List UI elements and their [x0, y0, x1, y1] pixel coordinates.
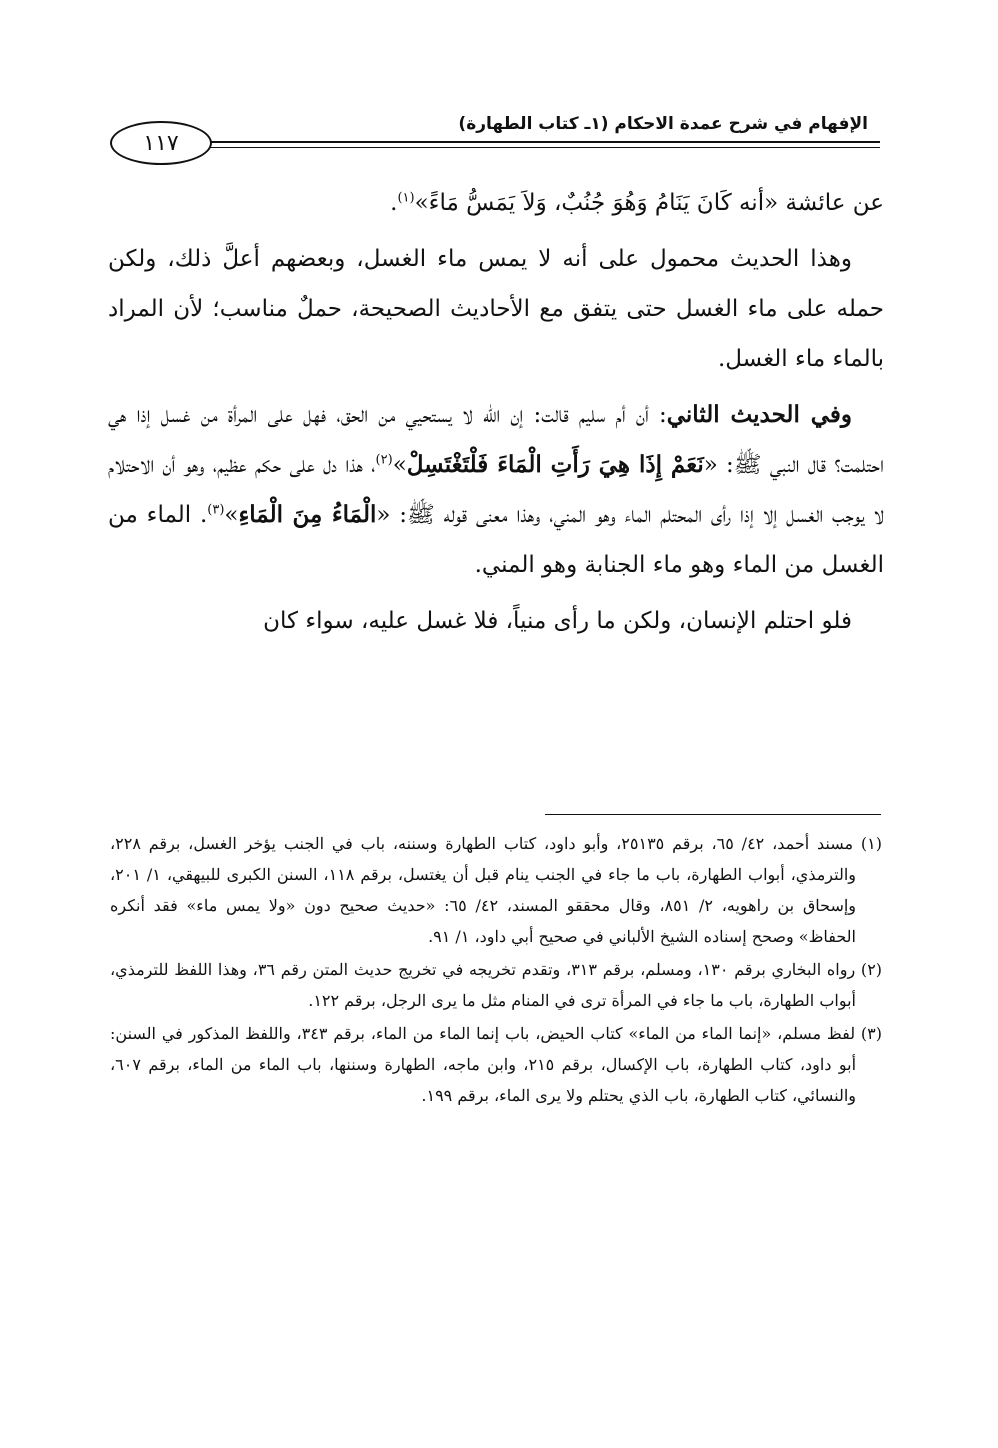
footnote-3: (٣) لفظ مسلم، «إنما الماء من الماء» كتاب الحيض، باب إنما الماء من الماء، برقم ٣٤٣، واللفظ المذكور في السنن: أبو داود، كتاب الطهارة، باب الإكسال، برقم ٢١٥، وابن ماجه، الطهارة وسننها، باب الماء من الماء، برقم ٦٠٧، والنسائي، كتاب الطهارة، باب الذي يحتلم ولا يرى الماء، برقم ١٩٩.	[110, 1024, 883, 1105]
header-rule-thick	[205, 141, 880, 143]
footnotes	[110, 828, 882, 1113]
hadith-quote-1: نَعَمْ إِذَا هِيَ رَأَتِ الْمَاءَ فَلْتَغْتَسِلْ	[406, 451, 704, 478]
footnote-ref-1[interactable]: (١)	[397, 190, 415, 206]
p1-text: عن عائشة «أنه كَانَ يَنَامُ وَهُوَ جُنُبٌ، وَلاَ يَمَسُّ مَاءً»	[414, 190, 884, 216]
page-header	[110, 108, 880, 168]
p3-text-e: . الماء من الغسل من الماء وهو ماء الجنابة وهو المني.	[108, 502, 884, 578]
header-rule-thin	[205, 147, 880, 148]
p1-end: .	[390, 190, 398, 216]
paragraph-3	[108, 390, 884, 590]
p3-quote-close-1: »	[392, 452, 407, 478]
footnote-ref-3[interactable]: (٣)	[207, 502, 225, 518]
section-label: وفي الحديث الثاني	[666, 401, 852, 428]
footnote-separator	[545, 814, 881, 815]
page-number-badge	[110, 121, 212, 165]
main-text	[108, 178, 884, 652]
footnote-1: (١) مسند أحمد، ٤٢/ ٦٥، برقم ٢٥١٣٥، وأبو داود، كتاب الطهارة وسننه، باب في الجنب يؤخر الغسل، برقم ٢٢٨، والترمذي، أبواب الطهارة، باب ما جاء في الجنب ينام قبل أن يغتسل، برقم ١١٨، السنن الكبرى للبيهقي، ١/ ٢٠١، وإسحاق بن راهويه، ٢/ ٨٥١، وقال محققو المسند، ٤٢/ ٦٥: «حديث صحيح دون «ولا يمس ماء» فقد أنكره الحفاظ» وصحح إسناده الشيخ الألباني في صحيح أبي داود، ١/ ٩١.	[110, 834, 883, 946]
hadith-quote-2: الْمَاءُ مِنَ الْمَاءِ	[238, 501, 377, 528]
footnote-2: (٢) رواه البخاري برقم ١٣٠، ومسلم، برقم ٣١٣، وتقدم تخريجه في تخريج حديث المتن رقم ٣٦، وهذا اللفظ للترمذي، أبواب الطهارة، باب ما جاء في المرأة ترى في المنام مثل ما يرى الرجل، برقم ١٢٢.	[110, 960, 883, 1010]
paragraph-4: فلو احتلم الإنسان، ولكن ما رأى منياً، فلا غسل عليه، سواء كان	[263, 608, 852, 634]
paragraph-2: وهذا الحديث محمول على أنه لا يمس ماء الغسل، وبعضهم أعلَّ ذلك، ولكن حمله على ماء الغسل حتى يتفق مع الأحاديث الصحيحة، حملٌ مناسب؛ لأن المراد بالماء ماء الغسل.	[108, 246, 884, 372]
p3-quote-close-2: »	[224, 502, 239, 528]
paragraph-1	[108, 178, 884, 228]
footnote-ref-2[interactable]: (٢)	[375, 452, 393, 468]
running-title: الإفهام في شرح عمدة الاحكام (١ـ كتاب الطهارة)	[458, 114, 868, 134]
page-number: ١١٧	[143, 130, 179, 156]
p3-text-c: ، هذا دل على حكم عظيم، وهو أن الاحتلام لا يوجب الغسل إلا إذا رأى المحتلم الماء وهو المني، وهذا معنى قوله ﷺ: «	[108, 452, 884, 528]
p3-text-a: : أن أم سليم قالت: إن الله لا يستحيي من الحق، فهل على المرأة من غسل إذا هي احتلمت؟ قال النبي ﷺ: «	[108, 402, 885, 478]
